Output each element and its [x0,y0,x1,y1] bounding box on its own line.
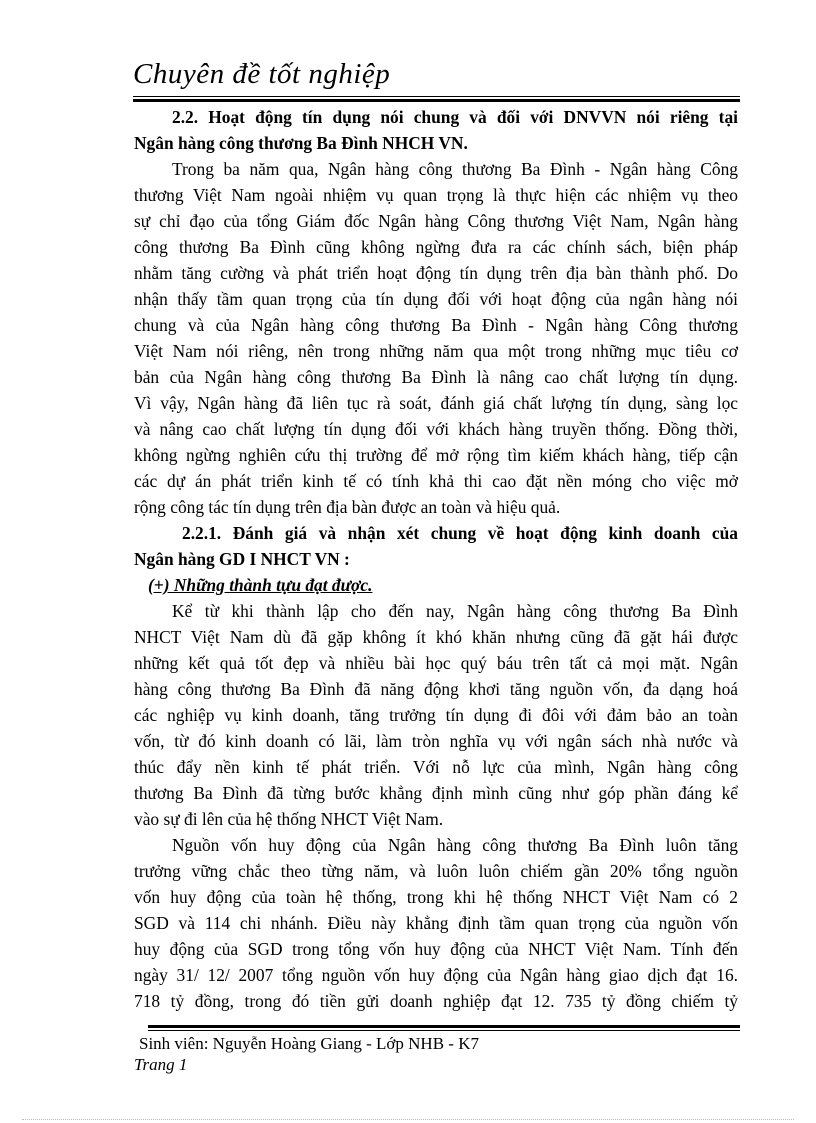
section-title-line: 2.2. Hoạt động tín dụng nói chung và đối với DNVVN nói riêng tại [172,107,738,127]
document-header-title: Chuyên đề tốt nghiệp [133,58,391,90]
section-title-line: Ngân hàng công thương Ba Đình NHCH VN. [134,133,468,153]
paragraph-line: bản của Ngân hàng công thương Ba Đình là nâng cao chất lượng tín dụng. [134,367,738,387]
paragraph-line: hàng công thương Ba Đình đã năng động khơi tăng nguồn vốn, đa dạng hoá [134,679,738,699]
paragraph-line: vào sự đi lên của hệ thống NHCT Việt Nam. [134,809,444,829]
paragraph-line: các dự án phát triển kinh tế có tính khả thi cao đặt nền móng cho việc mở [134,471,738,491]
achievements-heading-text: (+) Những thành tựu đạt được. [148,575,373,595]
paragraph-line: Trong ba năm qua, Ngân hàng công thương Ba Đình - Ngân hàng Công [172,159,738,179]
subsection-title-line: 2.2.1. Đánh giá và nhận xét chung về hoạt động kinh doanh của [182,523,738,543]
paragraph-line: Vì vậy, Ngân hàng đã liên tục rà soát, đánh giá chất lượng tín dụng, sàng lọc [134,393,738,413]
footer-rule-thin [148,1030,740,1031]
footer-student-info: Sinh viên: Nguyễn Hoàng Giang - Lớp NHB - K7 [139,1034,479,1053]
paragraph-line: ngày 31/ 12/ 2007 tổng nguồn vốn huy động của Ngân hàng giao dịch đạt 16. [134,965,738,985]
paragraph-line: không ngừng nghiên cứu thị trường để mở rộng tìm kiếm khách hàng, tiếp cận [134,445,738,465]
paragraph-line: những kết quả tốt đẹp và nhiều bài học quý báu trên tất cả mọi mặt. Ngân [134,653,738,673]
paragraph-line: rộng công tác tín dụng trên địa bàn được an toàn và hiệu quả. [134,497,561,517]
achievements-heading [134,572,738,598]
page-bottom-dotted-border [22,1119,794,1120]
paragraph-line: thương Ba Đình đã từng bước khẳng định mình cũng như góp phần đáng kể [134,783,738,803]
paragraph-line: nhằm tăng cường và phát triển hoạt động tín dụng trên địa bàn thành phố. Do [134,263,738,283]
paragraph-line: chung và của Ngân hàng công thương Ba Đình - Ngân hàng Công thương [134,315,738,335]
paragraph-1 [134,156,738,520]
header-rule-thin [133,96,740,97]
paragraph-line: Nguồn vốn huy động của Ngân hàng công thương Ba Đình luôn tăng [172,835,738,855]
paragraph-line: Việt Nam nói riêng, nên trong những năm qua một trong những mục tiêu cơ [134,341,738,361]
paragraph-line: 718 tỷ đồng, trong đó tiền gửi doanh nghiệp đạt 12. 735 tỷ đồng chiếm tỷ [134,991,738,1011]
section-title [134,104,738,156]
paragraph-line: nhận thấy tầm quan trọng của tín dụng đối với hoạt động của ngân hàng nói [134,289,738,309]
paragraph-line: huy động của SGD trong tổng vốn huy động của NHCT Việt Nam. Tính đến [134,939,738,959]
paragraph-2 [134,598,738,832]
footer-rule-thick [148,1025,740,1028]
footer-page-number: Trang 1 [134,1055,188,1074]
paragraph-line: thúc đẩy nền kinh tế phát triển. Với nỗ lực của mình, Ngân hàng công [134,757,738,777]
subsection-title [134,520,738,572]
paragraph-line: công thương Ba Đình cũng không ngừng đưa ra các chính sách, biện pháp [134,237,738,257]
paragraph-line: NHCT Việt Nam dù đã gặp không ít khó khăn nhưng cũng đã gặt hái được [134,627,738,647]
page-content [134,104,738,1014]
paragraph-line: và nâng cao chất lượng tín dụng đối với khách hàng truyền thống. Đồng thời, [134,419,738,439]
paragraph-3 [134,832,738,1014]
paragraph-line: vốn, từ đó kinh doanh có lãi, làm tròn nghĩa vụ với ngân sách nhà nước và [134,731,738,751]
paragraph-line: SGD và 114 chi nhánh. Điều này khẳng định tầm quan trọng của nguồn vốn [134,913,738,933]
paragraph-line: thương Việt Nam ngoài nhiệm vụ quan trọng là thực hiện các nhiệm vụ theo [134,185,738,205]
header-rule-thick [133,99,740,102]
paragraph-line: vốn huy động của toàn hệ thống, trong khi hệ thống NHCT Việt Nam có 2 [134,887,738,907]
paragraph-line: các nghiệp vụ kinh doanh, tăng trưởng tín dụng đi đôi với đảm bảo an toàn [134,705,738,725]
paragraph-line: trưởng vững chắc theo từng năm, và luôn luôn chiếm gần 20% tổng nguồn [134,861,738,881]
paragraph-line: Kể từ khi thành lập cho đến nay, Ngân hàng công thương Ba Đình [172,601,738,621]
paragraph-line: sự chỉ đạo của tổng Giám đốc Ngân hàng Công thương Việt Nam, Ngân hàng [134,211,738,231]
subsection-title-line: Ngân hàng GD I NHCT VN : [134,549,350,569]
